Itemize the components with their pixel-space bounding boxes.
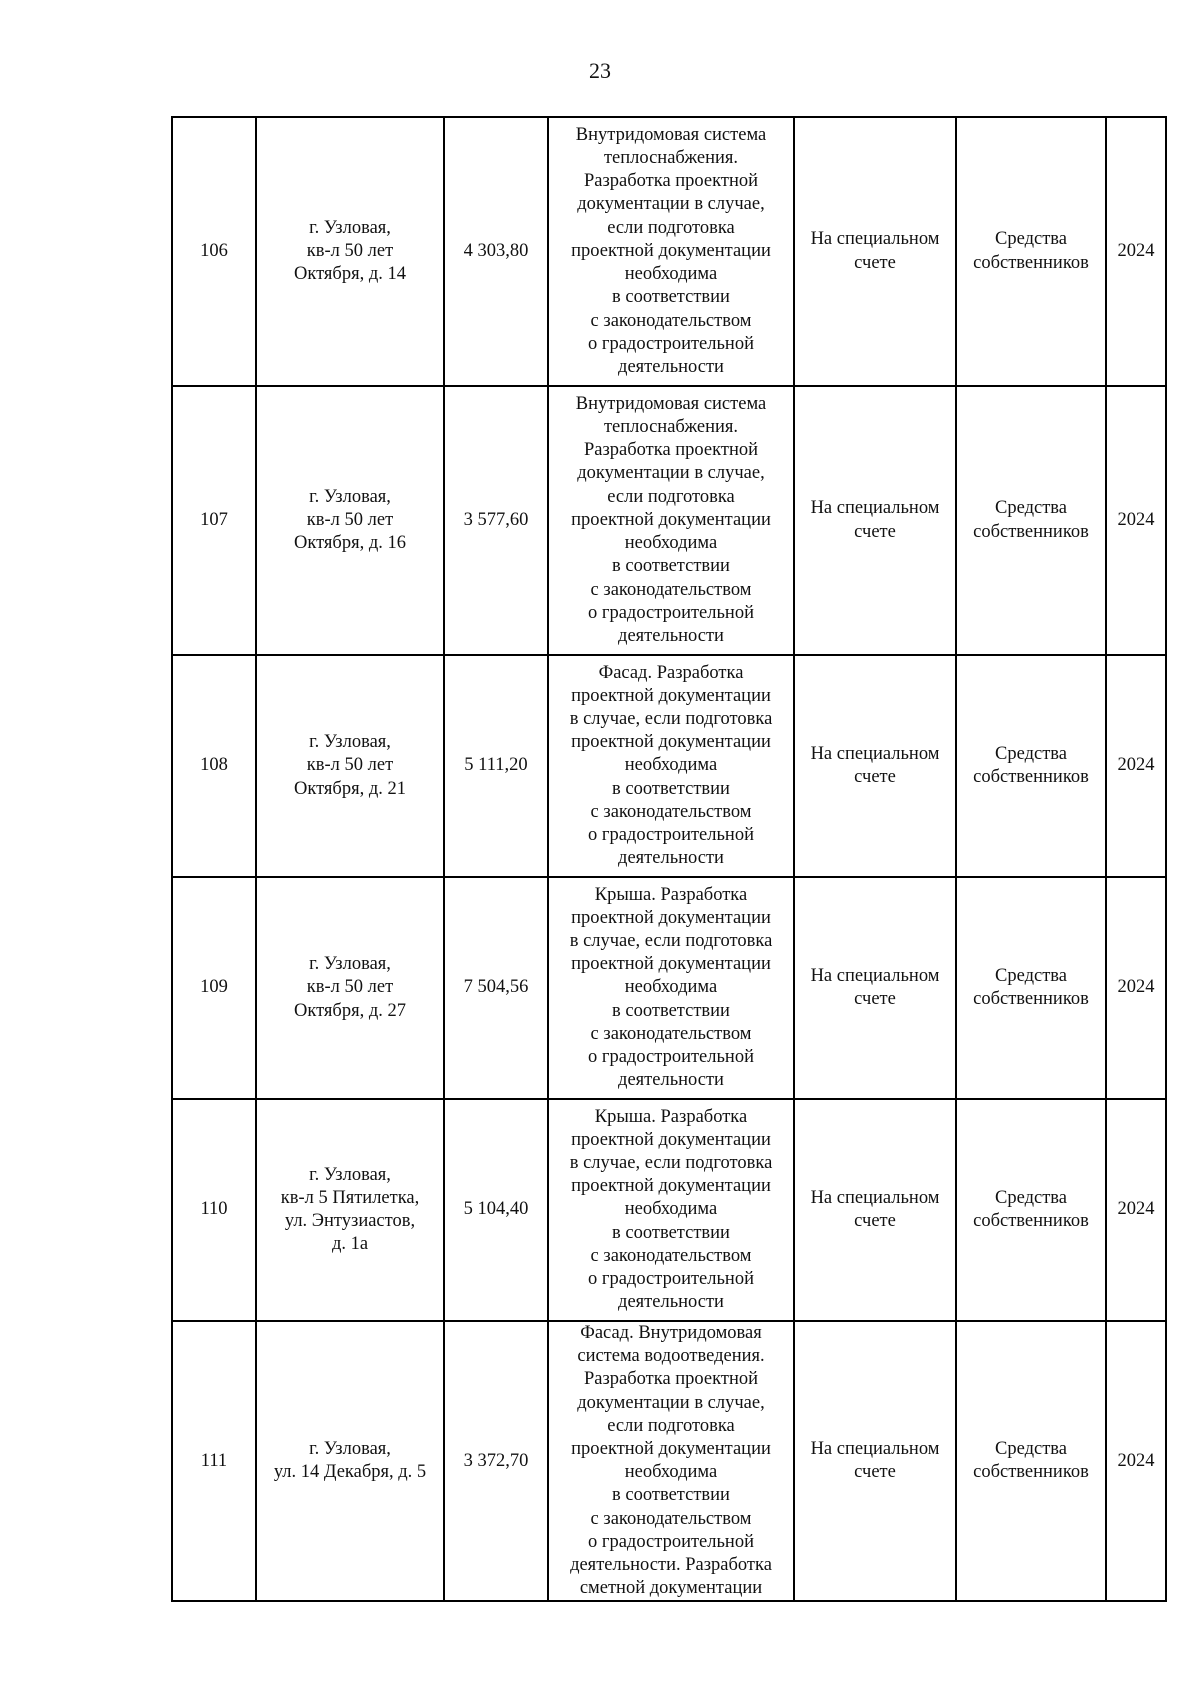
work-type-cell: Фасад. Разработка проектной документации в случае, если подготовка проектной документации необходима в соответствии с законодательством о градостроительной деятельности — [548, 655, 794, 877]
area-cell: 4 303,80 — [444, 117, 548, 386]
area-cell: 7 504,56 — [444, 877, 548, 1099]
account-method-cell: На специальном счете — [794, 1099, 956, 1321]
funding-source-cell: Средства собственников — [956, 117, 1106, 386]
funding-source-cell: Средства собственников — [956, 1099, 1106, 1321]
work-type-cell: Внутридомовая система теплоснабжения. Разработка проектной документации в случае, если подготовка проектной документации необходима в соответствии с законодательством о градостроительной деятельности — [548, 117, 794, 386]
row-number-cell: 108 — [172, 655, 256, 877]
funding-source-cell: Средства собственников — [956, 386, 1106, 655]
address-cell: г. Узловая, кв-л 50 лет Октября, д. 14 — [256, 117, 444, 386]
account-method-cell: На специальном счете — [794, 386, 956, 655]
work-type-cell: Крыша. Разработка проектной документации в случае, если подготовка проектной документации необходима в соответствии с законодательством о градостроительной деятельности — [548, 1099, 794, 1321]
area-cell: 3 372,70 — [444, 1321, 548, 1601]
area-cell: 5 111,20 — [444, 655, 548, 877]
account-method-cell: На специальном счете — [794, 117, 956, 386]
year-cell: 2024 — [1106, 877, 1166, 1099]
area-cell: 5 104,40 — [444, 1099, 548, 1321]
year-cell: 2024 — [1106, 1099, 1166, 1321]
year-cell: 2024 — [1106, 655, 1166, 877]
account-method-cell: На специальном счете — [794, 655, 956, 877]
table-row — [172, 1321, 1166, 1601]
table-row — [172, 1099, 1166, 1321]
table-row — [172, 655, 1166, 877]
year-cell: 2024 — [1106, 386, 1166, 655]
funding-source-cell: Средства собственников — [956, 1321, 1106, 1601]
address-cell: г. Узловая, кв-л 50 лет Октября, д. 27 — [256, 877, 444, 1099]
row-number-cell: 106 — [172, 117, 256, 386]
account-method-cell: На специальном счете — [794, 877, 956, 1099]
funding-source-cell: Средства собственников — [956, 877, 1106, 1099]
area-cell: 3 577,60 — [444, 386, 548, 655]
address-cell: г. Узловая, кв-л 50 лет Октября, д. 16 — [256, 386, 444, 655]
address-cell: г. Узловая, ул. 14 Декабря, д. 5 — [256, 1321, 444, 1601]
year-cell: 2024 — [1106, 1321, 1166, 1601]
address-cell: г. Узловая, кв-л 50 лет Октября, д. 21 — [256, 655, 444, 877]
account-method-cell: На специальном счете — [794, 1321, 956, 1601]
work-type-cell: Крыша. Разработка проектной документации в случае, если подготовка проектной документации необходима в соответствии с законодательством о градостроительной деятельности — [548, 877, 794, 1099]
work-type-cell: Внутридомовая система теплоснабжения. Разработка проектной документации в случае, если подготовка проектной документации необходима в соответствии с законодательством о градостроительной деятельности — [548, 386, 794, 655]
table-row — [172, 877, 1166, 1099]
row-number-cell: 107 — [172, 386, 256, 655]
row-number-cell: 109 — [172, 877, 256, 1099]
year-cell: 2024 — [1106, 117, 1166, 386]
capital-repair-table — [171, 116, 1167, 1602]
page-number: 23 — [589, 58, 611, 83]
address-cell: г. Узловая, кв-л 5 Пятилетка, ул. Энтузиастов, д. 1а — [256, 1099, 444, 1321]
work-type-cell: Фасад. Внутридомовая система водоотведения. Разработка проектной документации в случае, если подготовка проектной документации необходима в соответствии с законодательством о градостроительной деятельности. Разработка сметной документации — [548, 1321, 794, 1601]
row-number-cell: 110 — [172, 1099, 256, 1321]
table-row — [172, 386, 1166, 655]
table-row — [172, 117, 1166, 386]
funding-source-cell: Средства собственников — [956, 655, 1106, 877]
row-number-cell: 111 — [172, 1321, 256, 1601]
